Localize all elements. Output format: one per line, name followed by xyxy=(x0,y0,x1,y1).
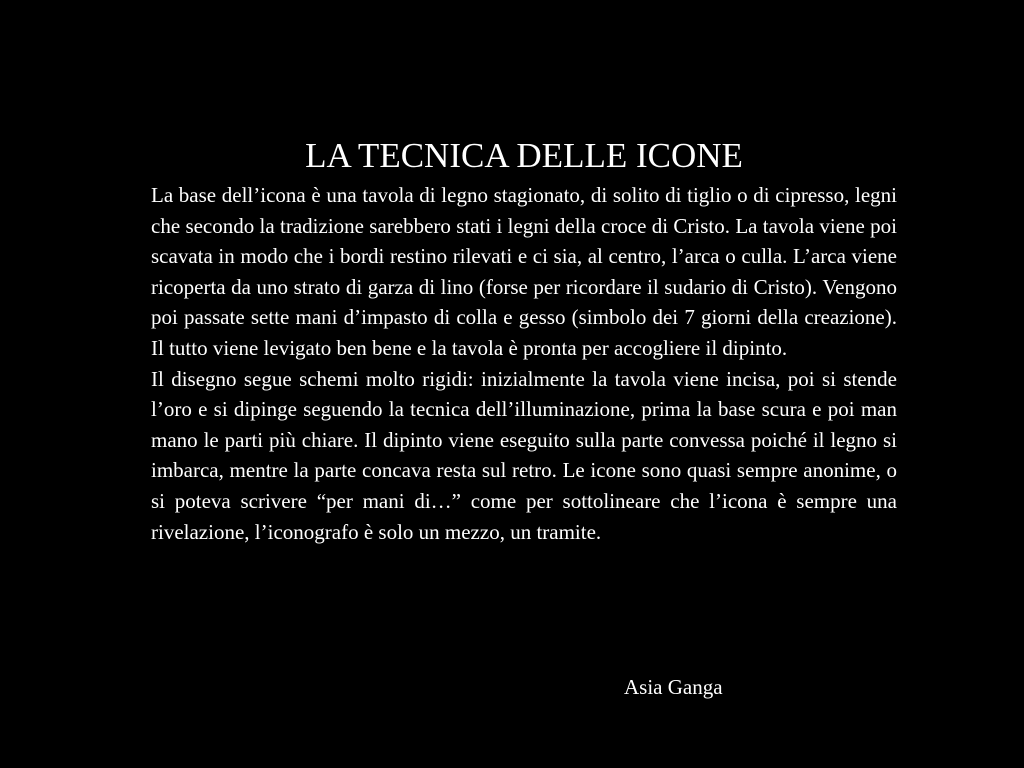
paragraph-1: La base dell’icona è una tavola di legno stagionato, di solito di tiglio o di cipresso, legni che secondo la tradizione sarebbero stati i legni della croce di Cristo. La tavola viene poi scavata in modo che i bordi restino rilevati e ci sia, al centro, l’arca o culla. L’arca viene ricoperta da uno strato di garza di lino (forse per ricordare il sudario di Cristo). Vengono poi passate sette mani d’impasto di colla e gesso (simbolo dei 7 giorni della creazione). Il tutto viene levigato ben bene e la tavola è pronta per accogliere il dipinto. xyxy=(151,183,897,360)
slide-title: LA TECNICA DELLE ICONE xyxy=(305,136,743,175)
slide-body xyxy=(151,180,897,547)
author-signature: Asia Ganga xyxy=(624,675,723,699)
paragraph-2: Il disegno segue schemi molto rigidi: inizialmente la tavola viene incisa, poi si stende l’oro e si dipinge seguendo la tecnica dell’illuminazione, prima la base scura e poi man mano le parti più chiare. Il dipinto viene eseguito sulla parte convessa poiché il legno si imbarca, mentre la parte concava resta sul retro. Le icone sono quasi sempre anonime, o si poteva scrivere “per mani di…” come per sottolineare che l’icona è sempre una rivelazione, l’iconografo è solo un mezzo, un tramite. xyxy=(151,366,897,544)
